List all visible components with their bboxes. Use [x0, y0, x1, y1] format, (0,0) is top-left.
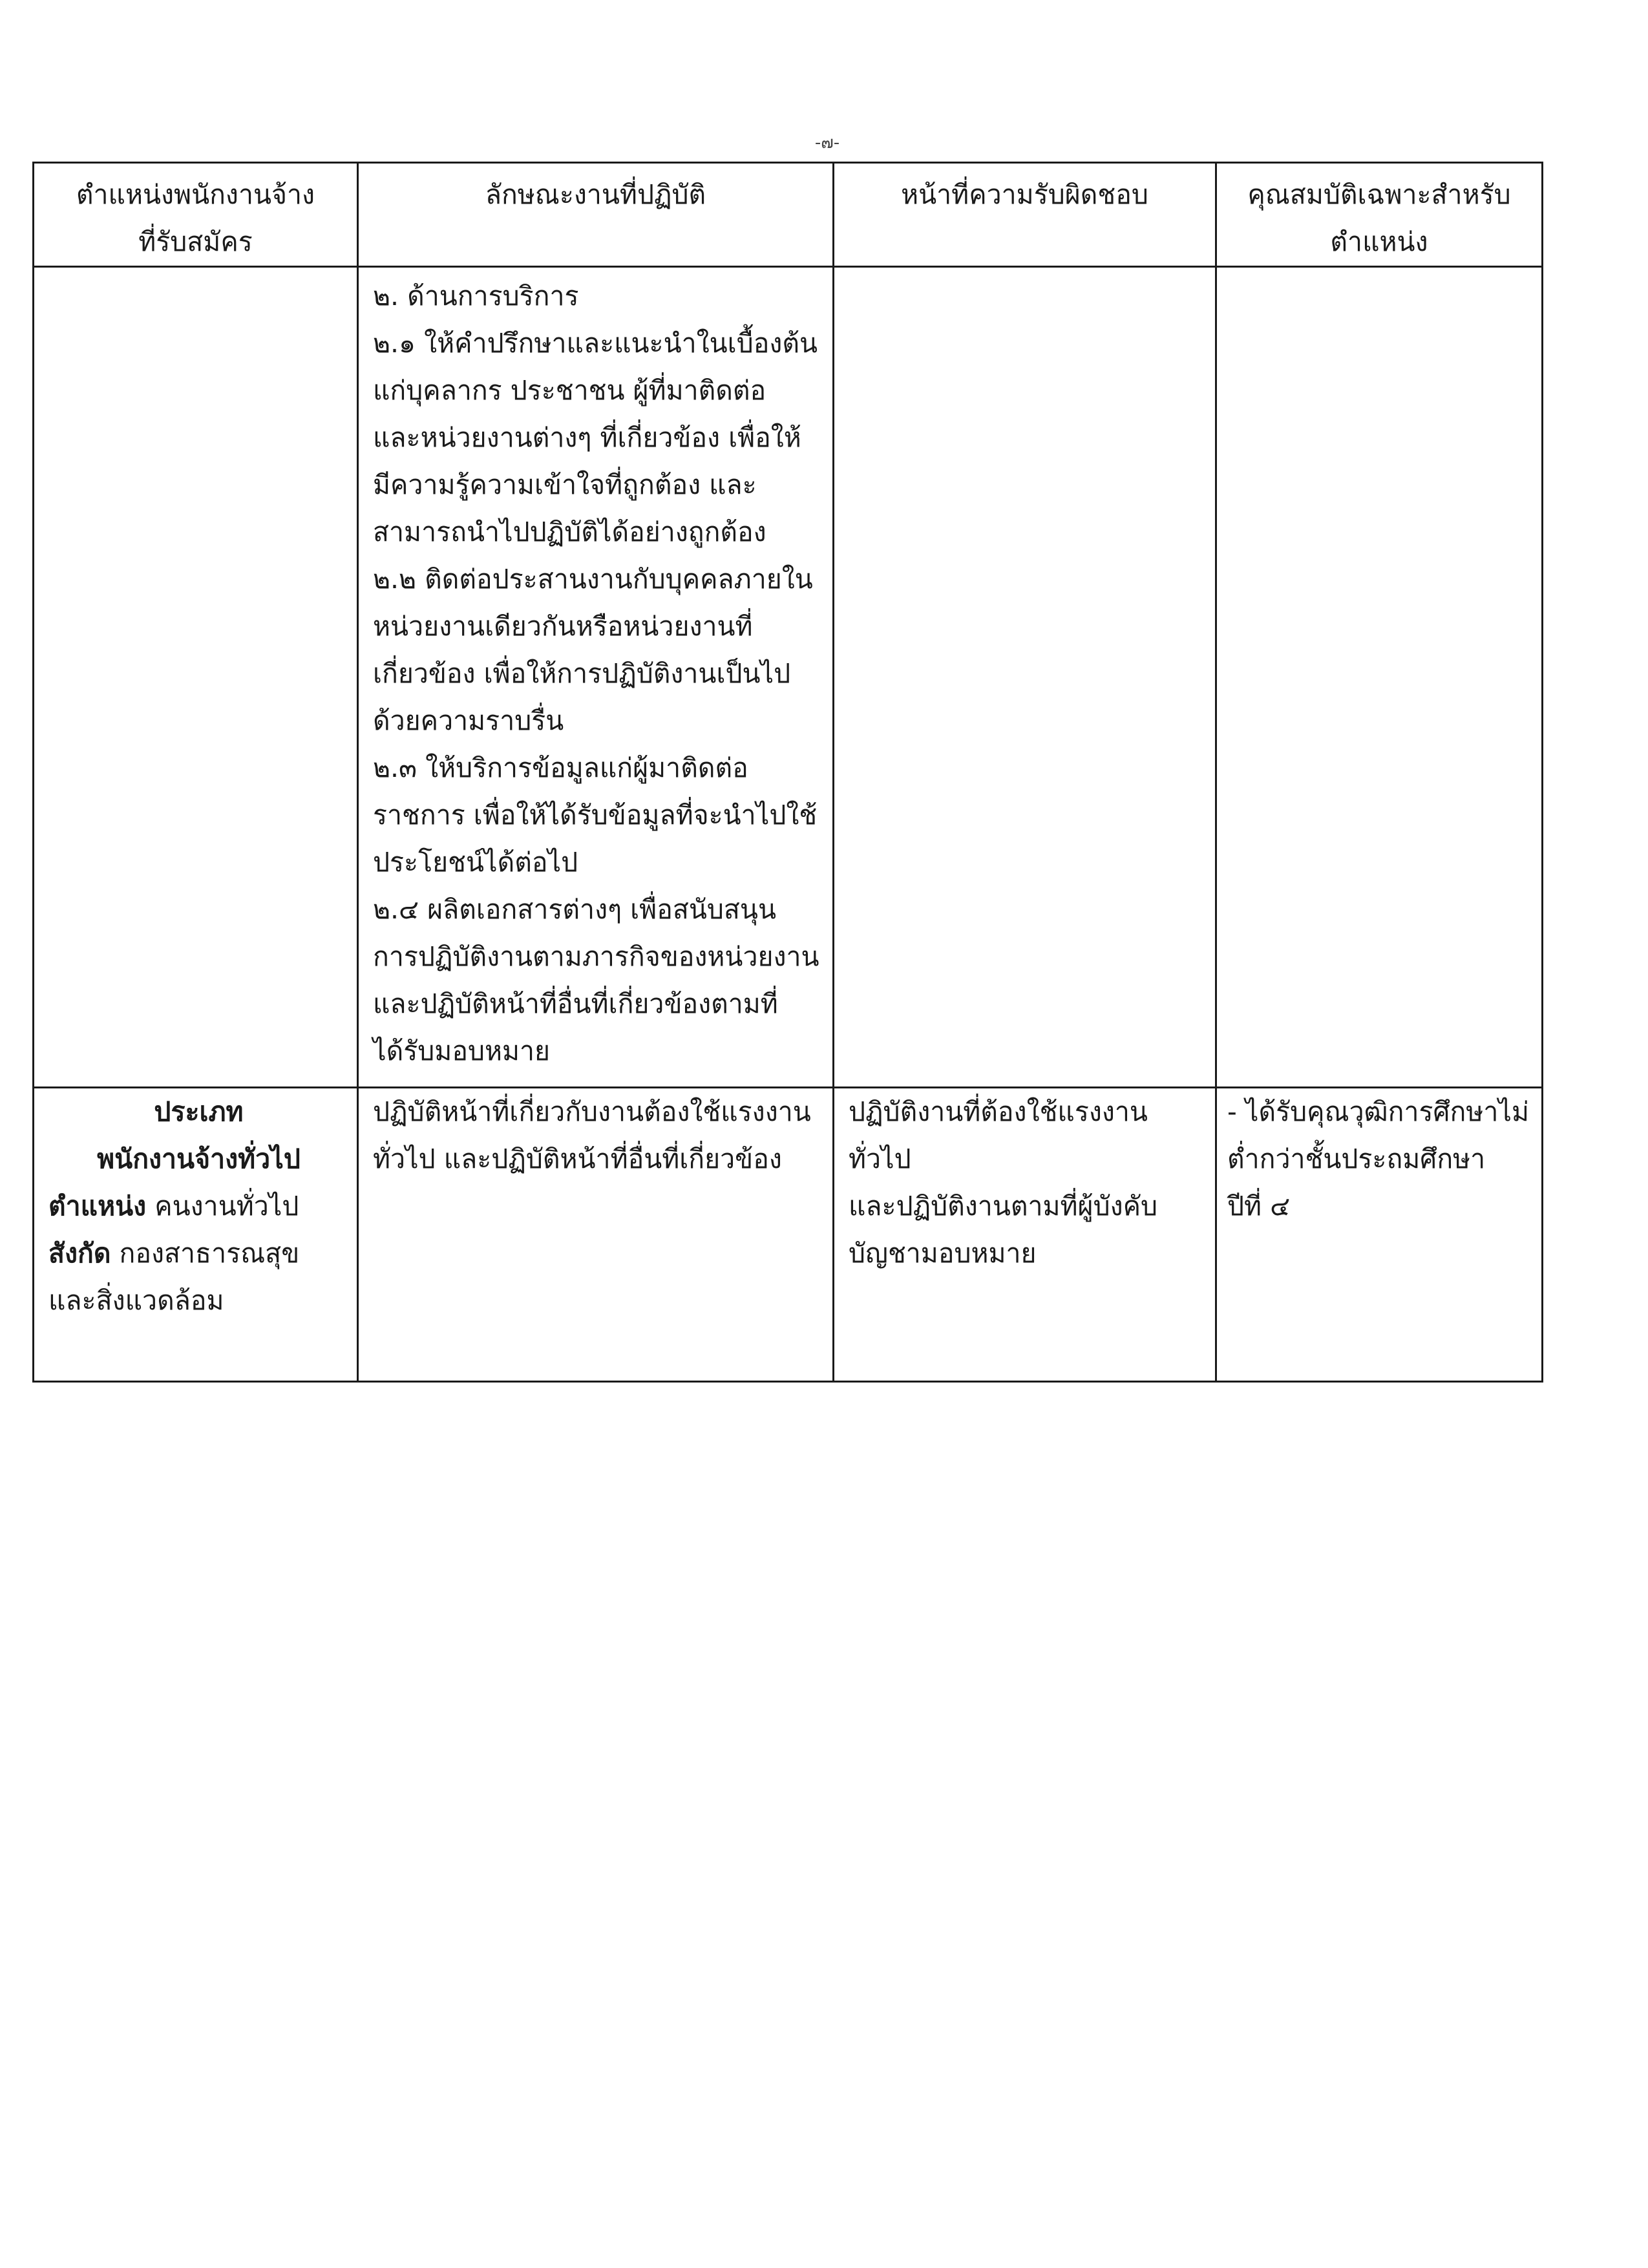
- cell-general-qualifications: [1216, 1088, 1543, 1382]
- affiliation-value-2: และสิ่งแวดล้อม: [48, 1285, 224, 1316]
- responsibility-line: ปฏิบัติงานที่ต้องใช้แรงงานทั่วไป: [849, 1096, 1148, 1174]
- header-position: [34, 163, 358, 267]
- cell-position-empty: [34, 267, 358, 1088]
- affiliation-value: กองสาธารณสุข: [119, 1238, 300, 1269]
- work-nature-line: ปฏิบัติหน้าที่เกี่ยวกับงานต้องใช้แรงงาน: [373, 1096, 811, 1127]
- position-type-label: ประเภท: [154, 1096, 244, 1127]
- service-item-line: สามารถนำไปปฏิบัติได้อย่างถูกต้อง: [373, 516, 766, 547]
- service-item-line: ด้วยความราบรื่น: [373, 705, 564, 736]
- header-text: ตำแหน่ง: [1330, 226, 1428, 257]
- service-heading: ๒. ด้านการบริการ: [373, 281, 579, 312]
- header-work-nature: [358, 163, 834, 267]
- table-row: [34, 1088, 1543, 1382]
- service-item-line: ๒.๔ ผลิตเอกสารต่างๆ เพื่อสนับสนุน: [373, 894, 776, 925]
- cell-general-responsibilities: [834, 1088, 1216, 1382]
- qualification-line: ปีที่ ๔: [1227, 1191, 1291, 1222]
- header-text: ลักษณะงานที่ปฏิบัติ: [485, 179, 706, 210]
- service-item-line: ประโยชน์ได้ต่อไป: [373, 847, 578, 878]
- cell-position: [34, 1088, 358, 1382]
- page-number: -๗-: [814, 133, 840, 153]
- affiliation-label: สังกัด: [48, 1238, 111, 1269]
- job-description-table: [32, 162, 1543, 1383]
- service-item-line: ๒.๒ ติดต่อประสานงานกับบุคคลภายใน: [373, 564, 813, 595]
- qualification-line: ต่ำกว่าชั้นประถมศึกษา: [1227, 1143, 1486, 1174]
- cell-qualifications-empty: [1216, 267, 1543, 1088]
- service-item-line: เกี่ยวข้อง เพื่อให้การปฏิบัติงานเป็นไป: [373, 658, 791, 689]
- header-text: หน้าที่ความรับผิดชอบ: [901, 179, 1148, 210]
- service-item-line: แก่บุคลากร ประชาชน ผู้ที่มาติดต่อ: [373, 375, 766, 406]
- header-text: ตำแหน่งพนักงานจ้าง: [76, 179, 315, 210]
- service-item-line: ราชการ เพื่อให้ได้รับข้อมูลที่จะนำไปใช้: [373, 800, 818, 831]
- position-type-value: พนักงานจ้างทั่วไป: [97, 1143, 301, 1174]
- service-item-line: หน่วยงานเดียวกันหรือหน่วยงานที่: [373, 611, 753, 642]
- cell-service-work-nature: [358, 267, 834, 1088]
- position-title-line: [48, 1183, 349, 1230]
- work-nature-line: ทั่วไป และปฏิบัติหน้าที่อื่นที่เกี่ยวข้อง: [373, 1143, 782, 1174]
- header-text: ที่รับสมัคร: [138, 226, 253, 257]
- responsibility-line: บัญชามอบหมาย: [849, 1238, 1037, 1269]
- service-item-line: ได้รับมอบหมาย: [373, 1035, 551, 1066]
- qualification-line: - ได้รับคุณวุฒิการศึกษาไม่: [1227, 1096, 1530, 1127]
- header-text: คุณสมบัติเฉพาะสำหรับ: [1247, 179, 1511, 210]
- service-item-line: และหน่วยงานต่างๆ ที่เกี่ยวข้อง เพื่อให้: [373, 422, 801, 453]
- cell-general-work-nature: [358, 1088, 834, 1382]
- cell-responsibilities-empty: [834, 267, 1216, 1088]
- table-row: [34, 267, 1543, 1088]
- service-item-line: ๒.๓ ให้บริการข้อมูลแก่ผู้มาติดต่อ: [373, 752, 748, 783]
- service-item-line: การปฏิบัติงานตามภารกิจของหน่วยงาน: [373, 941, 819, 972]
- header-responsibilities: [834, 163, 1216, 267]
- position-label: ตำแหน่ง: [48, 1191, 147, 1222]
- service-item-line: มีความรู้ความเข้าใจที่ถูกต้อง และ: [373, 469, 757, 500]
- service-item-line: และปฏิบัติหน้าที่อื่นที่เกี่ยวข้องตามที่: [373, 988, 778, 1019]
- header-qualifications: [1216, 163, 1543, 267]
- affiliation-line: [48, 1230, 349, 1277]
- table-header-row: [34, 163, 1543, 267]
- service-item-line: ๒.๑ ให้คำปรึกษาและแนะนำในเบื้องต้น: [373, 328, 818, 359]
- responsibility-line: และปฏิบัติงานตามที่ผู้บังคับ: [849, 1191, 1158, 1222]
- position-value: คนงานทั่วไป: [154, 1191, 299, 1222]
